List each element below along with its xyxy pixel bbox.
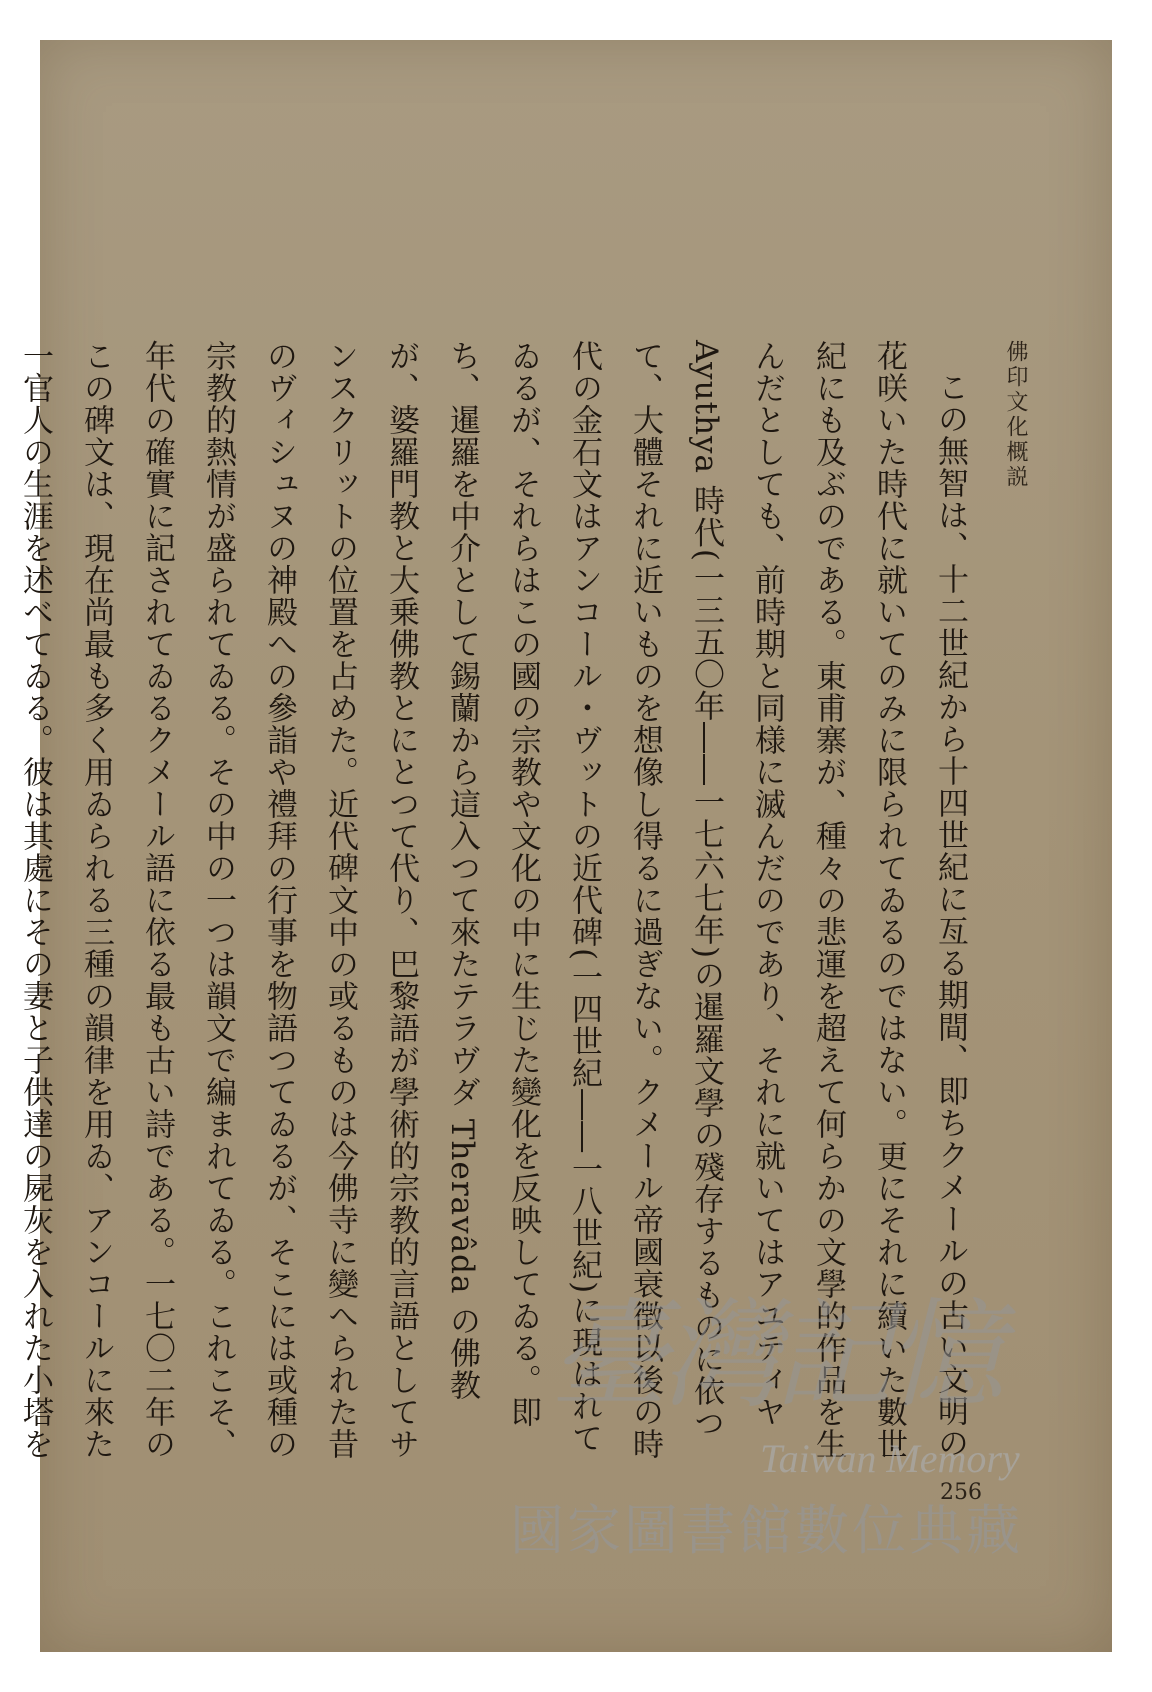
watermark-logo: 臺灣記憶 bbox=[550, 1286, 999, 1424]
paragraph: この無智は、十二世紀から十四世紀に亙る期間、即ちクメールの古い文明の花咲いた時代に就いてのみに限られてゐるのではない。更にそれに續いた數世紀にも及ぶのである。東甫寨が、種々の悲運を超えて何らかの文學的作品を生んだとしても、前時期と同様に滅んだのであり、それに就いてはアユティヤ Ayuthya 時代(一三五〇年――一七六七年)の暹羅文學の殘存するものに依つて、大體それに近いものを想像し得るに過ぎない。クメール帝國衰徴以後の時代の金石文はアンコール・ヴットの近代碑(一四世紀――一八世紀)に現はれてゐるが、それらはこの國の宗教や文化の中に生じた變化を反映してゐる。即ち、暹羅を中介として錫蘭から這入つて來たテラヴダ Theravâda の佛教が、婆羅門教と大乗佛教とにとつて代り、巴黎語が學術的宗教的言語としてサンスクリットの位置を占めた。近代碑文中の或るものは今佛寺に變へられた昔のヴィシュヌの神殿への參詣や禮拜の行事を物語つてゐるが、そこには或種の宗教的熱情が盛られてゐる。その中の一つは韻文で編まれてゐる。これこそ、年代の確實に記されてゐるクメール語に依る最も古い詩である。一七〇二年のこの碑文は、現在尚最も多く用ゐられる三種の韻律を用ゐ、アンコールに來た一官人の生涯を述べてゐる。彼は其處にその妻と子供達の屍灰を入れた小塔を bbox=[17, 340, 968, 1460]
watermark-english: Taiwan Memory bbox=[760, 1436, 1020, 1481]
running-head: 佛印文化概説 bbox=[1003, 340, 1028, 490]
page-number: 256 bbox=[940, 1480, 982, 1505]
scanned-page bbox=[17, 40, 1112, 1652]
body-text bbox=[17, 340, 980, 1460]
watermark-chinese: 國家圖書館數位典藏 bbox=[510, 1499, 1023, 1562]
